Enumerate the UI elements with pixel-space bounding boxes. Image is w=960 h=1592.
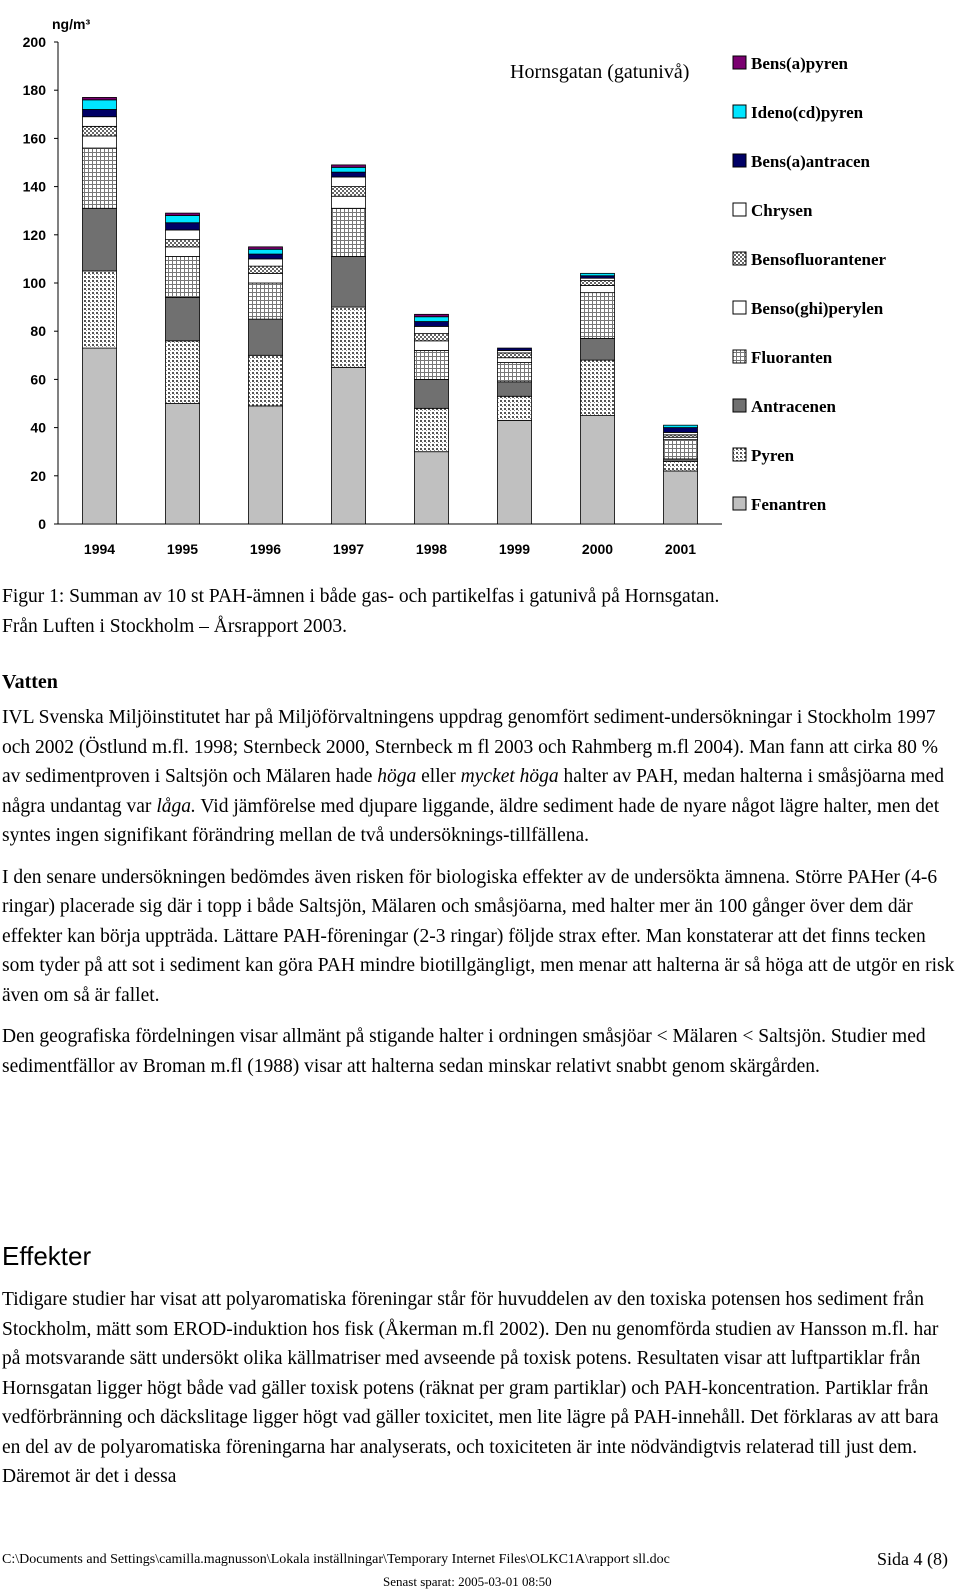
bar-segment (332, 172, 366, 177)
bar-segment (498, 353, 532, 358)
bar-segment (498, 420, 532, 524)
y-tick-label: 160 (22, 130, 46, 147)
bar-segment (581, 293, 615, 339)
bar-segment (415, 317, 449, 322)
heading-vatten: Vatten (2, 671, 58, 693)
bar-segment (415, 379, 449, 408)
bar-segment (498, 363, 532, 382)
legend-swatch (733, 350, 746, 363)
bar-segment (498, 358, 532, 363)
bar-segment (664, 461, 698, 471)
y-unit-label: ng/m³ (52, 16, 91, 32)
x-tick-label: 1999 (498, 541, 531, 557)
bar-segment (249, 254, 283, 259)
legend-label: Ideno(cd)pyren (751, 103, 864, 122)
legend-label: Pyren (751, 446, 795, 465)
pah-stacked-bar-chart (0, 0, 960, 575)
legend-label: Fenantren (751, 495, 827, 514)
bar-segment (83, 271, 117, 348)
emphasis-laga: låga. (156, 795, 196, 817)
figure-caption (2, 582, 958, 641)
bar-segment (166, 213, 200, 215)
bar-segment (498, 348, 532, 350)
footer-saved-date: Senast sparat: 2005-03-01 08:50 (383, 1574, 552, 1589)
bar-segment (166, 240, 200, 247)
bar-segment (249, 283, 283, 319)
x-tick-label: 2000 (581, 541, 614, 557)
emphasis-hoga: höga (377, 766, 417, 787)
bar-segment (664, 440, 698, 459)
bar-segment (166, 297, 200, 340)
y-tick-label: 60 (30, 371, 46, 388)
bar-segment (581, 285, 615, 292)
bar-segment (415, 314, 449, 316)
legend-label: Chrysen (751, 201, 813, 220)
legend-swatch (733, 497, 746, 510)
bar-segment (83, 117, 117, 127)
legend-swatch (733, 105, 746, 118)
bar-segment (498, 382, 532, 396)
text-run: IVL Svenska Miljöinstitutet har på Miljöförvaltningens uppdrag genomfört sediment-undersökningar i Stockholm 1997 och 2002 (Östlund m.fl. 1998; Sternbeck 2000, Sternbeck m fl 2003 och Rahmberg m.fl 2004). Man fann att cirka 80 % av sedimentproven i Saltsjön och Mälaren hade (2, 707, 938, 787)
bar-segment (83, 348, 117, 524)
x-tick-label: 1996 (249, 541, 282, 557)
x-tick-label: 1995 (166, 541, 199, 557)
caption-line-2: Från Luften i Stockholm – Årsrapport 2003. (2, 615, 347, 637)
y-tick-label: 20 (30, 467, 46, 484)
chart-bars (83, 97, 698, 557)
legend-label: Bensofluorantener (751, 250, 887, 269)
bar-segment (332, 167, 366, 172)
bar-segment (83, 208, 117, 271)
bar-segment (249, 406, 283, 524)
bar-segment (332, 196, 366, 208)
vatten-paragraph-3: Den geografiska fördelningen visar allmänt på stigande halter i ordningen småsjöar < Mälaren < Saltsjön. Studier med sedimentfällor av Broman m.fl (1988) visar att halterna sedan minskar relativt snabbt genom skärgården. (2, 1026, 926, 1077)
bar-segment (249, 266, 283, 273)
bar-segment (581, 360, 615, 415)
footer-file-path: C:\Documents and Settings\camilla.magnusson\Lokala inställningar\Temporary Internet Files\OLKC1A\rapport sll.doc (2, 1552, 670, 1567)
bar-segment (581, 273, 615, 275)
bar-segment (83, 97, 117, 99)
chart-axes (23, 34, 722, 532)
legend-label: Benso(ghi)perylen (751, 299, 884, 318)
y-tick-label: 120 (22, 226, 46, 243)
y-tick-label: 40 (30, 419, 46, 436)
bar-segment (498, 396, 532, 420)
legend-swatch (733, 154, 746, 167)
effekter-paragraph-1: Tidigare studier har visat att polyaromatiska föreningar står för huvuddelen av den toxiska potensen hos sediment från Stockholm, mätt som EROD-induktion hos fisk (Åkerman m.fl 2002). Den nu genomförda studien av Hansson m.fl. har på motsvarande sätt undersökt olika källmatriser med avseende på toxisk potens. Resultaten visar att luftpartiklar från Hornsgatan ligger högt både vad gäller toxisk potens (räknat per gram partiklar) och PAH-koncentration. Partiklar från vedförbränning och däckslitage ligger högt vad gäller toxicitet, men lite lägre på PAH-innehåll. Det förklaras av att bara en del av de polyaromatiska föreningarna har analyserats, och toxiciteten är inte nödvändigtvis relaterad till just dem. Däremot är det i dessa (2, 1289, 939, 1487)
footer-page-number: Sida 4 (8) (877, 1549, 948, 1569)
x-tick-label: 1994 (83, 541, 116, 557)
bar-segment (332, 177, 366, 187)
x-tick-label: 1997 (332, 541, 365, 557)
x-tick-label: 1998 (415, 541, 448, 557)
y-tick-label: 180 (22, 82, 46, 99)
legend-label: Antracenen (751, 397, 836, 416)
bar-segment (581, 281, 615, 286)
bar-segment (581, 338, 615, 360)
bar-segment (249, 273, 283, 283)
y-tick-label: 0 (38, 516, 46, 532)
bar-segment (83, 136, 117, 148)
bar-segment (415, 452, 449, 524)
bar-segment (415, 326, 449, 333)
bar-segment (332, 307, 366, 367)
bar-segment (166, 230, 200, 240)
text-run: eller (416, 766, 461, 787)
bar-segment (249, 319, 283, 355)
section-effekter (2, 1285, 958, 1492)
text-run: halter av PAH, medan halterna i småsjöarna med några undantag var (2, 766, 945, 817)
bar-segment (332, 165, 366, 167)
y-tick-label: 100 (22, 275, 46, 291)
text-run: Vid jämförelse med djupare liggande, äldre sediment hade de nyare något lägre halter, men det syntes ingen signifikant förändring mellan de två undersöknings-tillfällena. (2, 795, 940, 846)
bar-segment (83, 148, 117, 208)
legend-swatch (733, 399, 746, 412)
legend-label: Fluoranten (751, 348, 833, 367)
bar-segment (249, 259, 283, 266)
bar-segment (166, 216, 200, 223)
bar-segment (581, 416, 615, 524)
vatten-paragraph-2: I den senare undersökningen bedömdes även risken för biologiska effekter av de undersökta ämnena. Större PAHer (4-6 ringar) placerade sig där i topp i både Saltsjön, Mälaren och småsjöarna, med halter mer än 100 gånger över dem där effekter kan börja uppträda. Lättare PAH-föreningar (2-3 ringar) följde strax efter. Man konstaterar att det finns tecken som tyder på att sot i sediment kan göra PAH mindre biotillgängligt, men menar att halterna är så höga att de utgör en risk även om så är fallet. (2, 866, 955, 1006)
bar-segment (415, 334, 449, 341)
vatten-paragraph-1 (2, 703, 958, 851)
bar-segment (166, 256, 200, 297)
chart-canvas (0, 0, 960, 575)
bar-segment (415, 341, 449, 351)
bar-segment (332, 367, 366, 524)
bar-segment (332, 256, 366, 307)
bar-segment (415, 350, 449, 379)
chart-legend (733, 54, 887, 514)
bar-segment (415, 322, 449, 327)
bar-segment (664, 471, 698, 524)
bar-segment (664, 428, 698, 433)
y-tick-label: 140 (22, 178, 46, 195)
legend-swatch (733, 252, 746, 265)
heading-effekter: Effekter (2, 1241, 92, 1271)
bar-segment (249, 355, 283, 406)
y-tick-label: 200 (22, 34, 46, 50)
bar-segment (664, 425, 698, 427)
caption-line-1: Figur 1: Summan av 10 st PAH-ämnen i både gas- och partikelfas i gatunivå på Hornsgatan. (2, 586, 720, 607)
legend-swatch (733, 56, 746, 69)
bar-segment (332, 208, 366, 256)
bar-segment (83, 109, 117, 116)
bar-segment (166, 341, 200, 404)
legend-swatch (733, 203, 746, 216)
chart-title: Hornsgatan (gatunivå) (510, 61, 690, 83)
bar-segment (166, 223, 200, 230)
bar-segment (83, 126, 117, 136)
bar-segment (249, 249, 283, 254)
legend-label: Bens(a)pyren (751, 54, 848, 73)
legend-label: Bens(a)antracen (751, 152, 870, 171)
emphasis-mycket-hoga: mycket höga (460, 766, 559, 787)
bar-segment (249, 247, 283, 249)
section-vatten (2, 703, 958, 1081)
x-tick-label: 2001 (664, 541, 697, 557)
bar-segment (166, 404, 200, 525)
legend-swatch (733, 301, 746, 314)
legend-swatch (733, 448, 746, 461)
bar-segment (415, 408, 449, 451)
y-tick-label: 80 (30, 323, 46, 340)
bar-segment (166, 247, 200, 257)
bar-segment (332, 187, 366, 197)
bar-segment (83, 100, 117, 110)
